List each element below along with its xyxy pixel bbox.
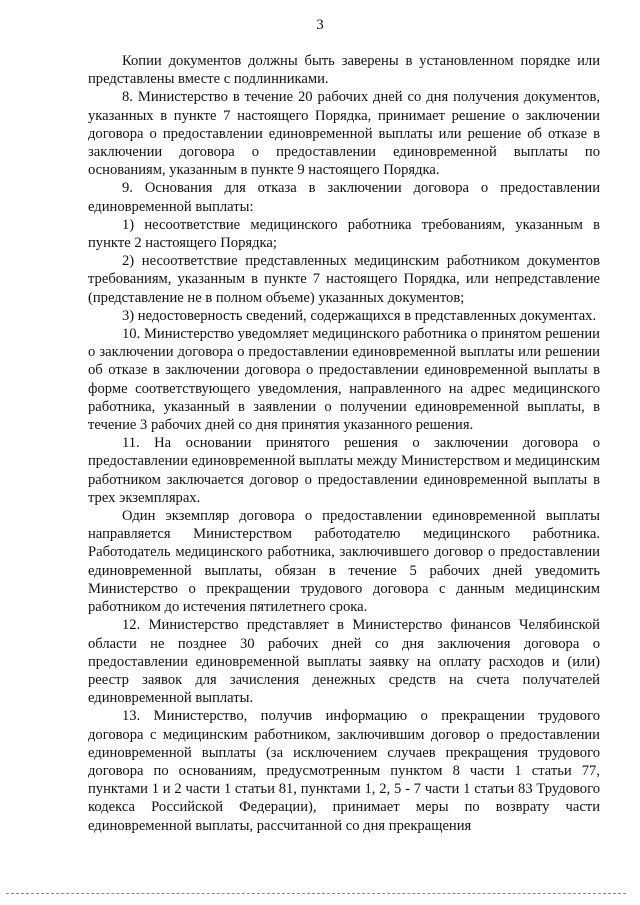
- paragraph-10: 10. Министерство уведомляет медицинского работника о принятом решении о заключении договора о предоставлении единовременной выплаты или решении об отказе в заключении договора о предоставлении единовременной выплаты в форме соответствующего уведомления, направленного на адрес медицинского работника, указанный в заявлении о получении единовременной выплаты, в течение 3 рабочих дней со дня принятия указанного решения.: [88, 326, 600, 434]
- paragraph-13: 13. Министерство, получив информацию о прекращении трудового договора с медицинским работником, заключившим договор о предоставлении единовременной выплаты (за исключением случаев прекращения трудового договора по основаниям, предусмотренным пунктом 8 части 1 статьи 77, пунктами 1 и 2 части 1 статьи 81, пунктами 1, 2, 5 - 7 части 1 статьи 83 Трудового кодекса Российской Федерации), принимает меры по возврату части единовременной выплаты, рассчитанной со дня прекращения: [88, 708, 600, 834]
- footer-divider: [6, 893, 626, 894]
- list-item-1: 1) несоответствие медицинского работника требованиям, указанным в пункте 2 настоящего Порядка;: [88, 216, 600, 252]
- list-item-2: 2) несоответствие представленных медицинским работником документов требованиям, указанным в пункте 7 настоящего Порядка, или непредставление (представление не в полном объеме) указанных документов;: [88, 253, 600, 306]
- paragraph-12: 12. Министерство представляет в Министерство финансов Челябинской области не позднее 30 рабочих дней со дня заключения договора о предоставлении единовременной выплаты заявку на оплату расходов и (или) реестр заявок для зачисления денежных средств на счета получателей единовременной выплаты.: [88, 617, 600, 707]
- paragraph-9: 9. Основания для отказа в заключении договора о предоставлении единовременной выплаты:: [88, 180, 600, 215]
- paragraph-8: 8. Министерство в течение 20 рабочих дней со дня получения документов, указанных в пункте 7 настоящего Порядка, принимает решение о заключении договора о предоставлении единовременной выплаты или решение об отказе в заключении договора о предоставлении единовременной выплаты по основаниям, указанным в пункте 9 настоящего Порядка.: [88, 89, 600, 179]
- paragraph-11-copy: Один экземпляр договора о предоставлении единовременной выплаты направляется Министерством работодателю медицинского работника. Работодатель медицинского работника, заключившего договор о предоставлении единовременной выплаты, обязан в течение 5 рабочих дней уведомить Министерство о прекращении трудового договора с данным медицинским работником до истечения пятилетнего срока.: [88, 508, 600, 616]
- page-number: 3: [316, 17, 324, 33]
- paragraph-copies: Копии документов должны быть заверены в установленном порядке или представлены вместе с подлинниками.: [88, 53, 600, 88]
- list-item-3: 3) недостоверность сведений, содержащихся в представленных документах.: [122, 307, 597, 324]
- document-body: [88, 52, 600, 835]
- paragraph-11: 11. На основании принятого решения о заключении договора о предоставлении единовременной выплаты между Министерством и медицинским работником заключается договор о предоставлении единовременной выплаты в трех экземплярах.: [88, 435, 600, 506]
